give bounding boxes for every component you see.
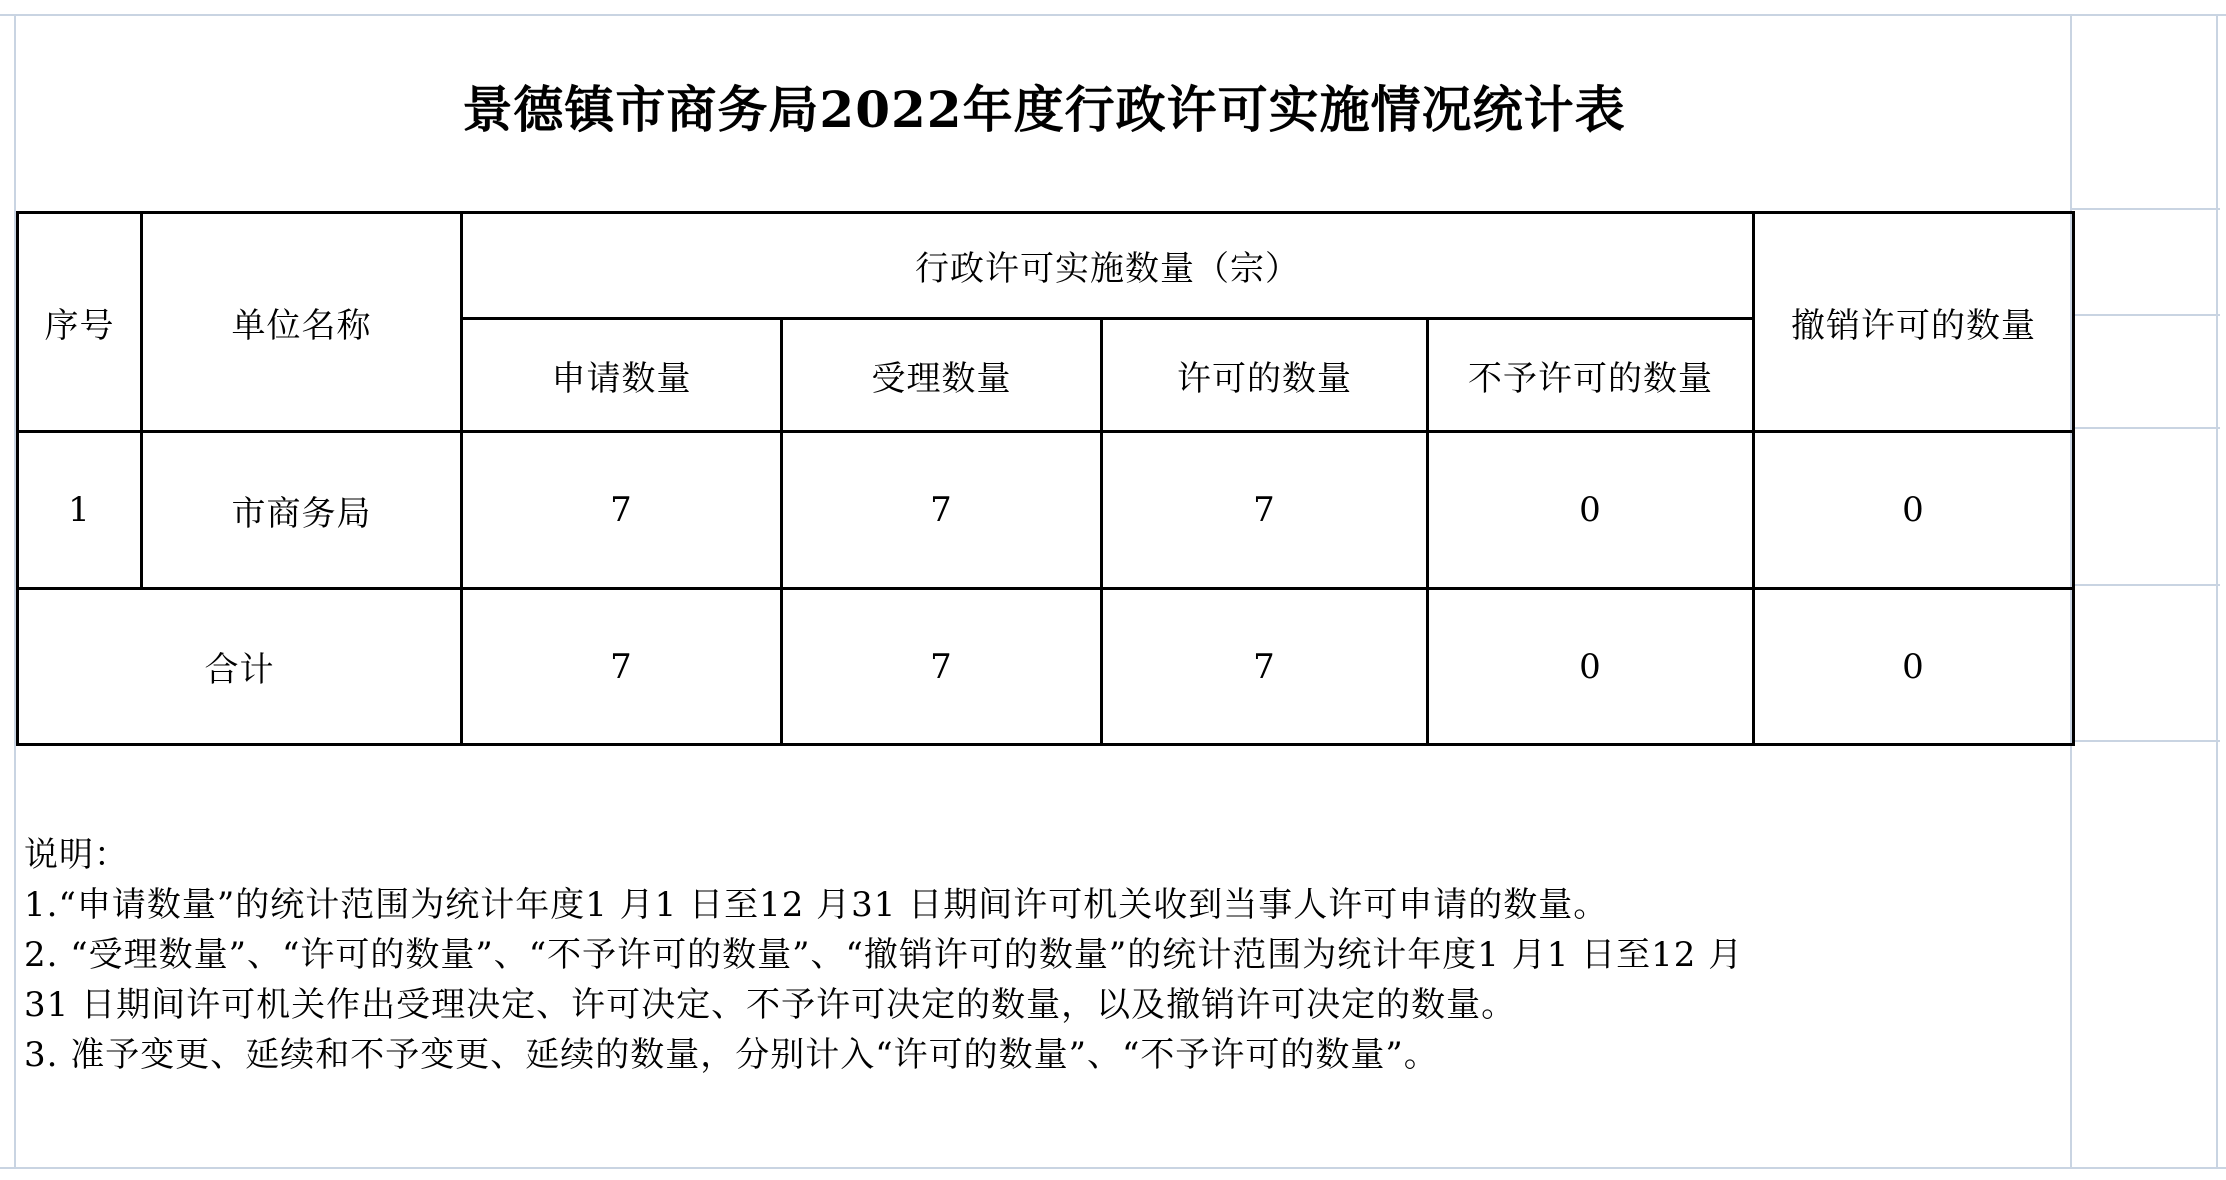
total-row	[18, 589, 2074, 745]
notes-heading: 说明：	[24, 835, 129, 875]
grid-line-row	[2070, 427, 2220, 429]
header-accept: 受理数量	[782, 319, 1102, 432]
note-item: 1.“申请数量”的统计范围为统计年度1 月1 日至12 月31 日期间许可机关收到当事人许可申请的数量。	[24, 885, 1609, 925]
grid-line-row	[2070, 208, 2220, 210]
grid-line-row	[2070, 314, 2220, 316]
note-item: 3. 准予变更、延续和不予变更、延续的数量，分别计入“许可的数量”、“不予许可的数量”。	[24, 1035, 1439, 1075]
cell-accept: 7	[782, 432, 1102, 589]
header-permit: 许可的数量	[1102, 319, 1428, 432]
grid-line-bottom	[0, 1167, 2226, 1169]
grid-line-right	[2216, 14, 2218, 1168]
header-revoke: 撤销许可的数量	[1754, 213, 2074, 432]
header-unit-name: 单位名称	[142, 213, 462, 432]
cell-apply: 7	[462, 432, 782, 589]
total-deny: 0	[1428, 589, 1754, 745]
cell-revoke: 0	[1754, 432, 2074, 589]
header-deny: 不予许可的数量	[1428, 319, 1754, 432]
total-apply: 7	[462, 589, 782, 745]
total-accept: 7	[782, 589, 1102, 745]
grid-line-top	[0, 14, 2226, 16]
header-apply: 申请数量	[462, 319, 782, 432]
notes-section	[24, 830, 2064, 1080]
table-row	[18, 432, 2074, 589]
note-item: 2. “受理数量”、“许可的数量”、“不予许可的数量”、“撤销许可的数量”的统计范围为统计年度1 月1 日至12 月	[24, 935, 1744, 975]
grid-line-row	[2070, 584, 2220, 586]
note-item: 31 日期间许可机关作出受理决定、许可决定、不予许可决定的数量，以及撤销许可决定的数量。	[24, 985, 1517, 1025]
cell-unit-name: 市商务局	[142, 432, 462, 589]
grid-line-row	[2070, 740, 2220, 742]
page-title: 景德镇市商务局2022年度行政许可实施情况统计表	[462, 80, 1626, 139]
total-revoke: 0	[1754, 589, 2074, 745]
statistics-table	[16, 211, 2075, 746]
total-permit: 7	[1102, 589, 1428, 745]
total-label: 合计	[18, 589, 462, 745]
cell-deny: 0	[1428, 432, 1754, 589]
header-group: 行政许可实施数量（宗）	[462, 213, 1754, 319]
header-seq: 序号	[18, 213, 142, 432]
header-row-1	[18, 213, 2074, 319]
cell-permit: 7	[1102, 432, 1428, 589]
cell-seq: 1	[18, 432, 142, 589]
